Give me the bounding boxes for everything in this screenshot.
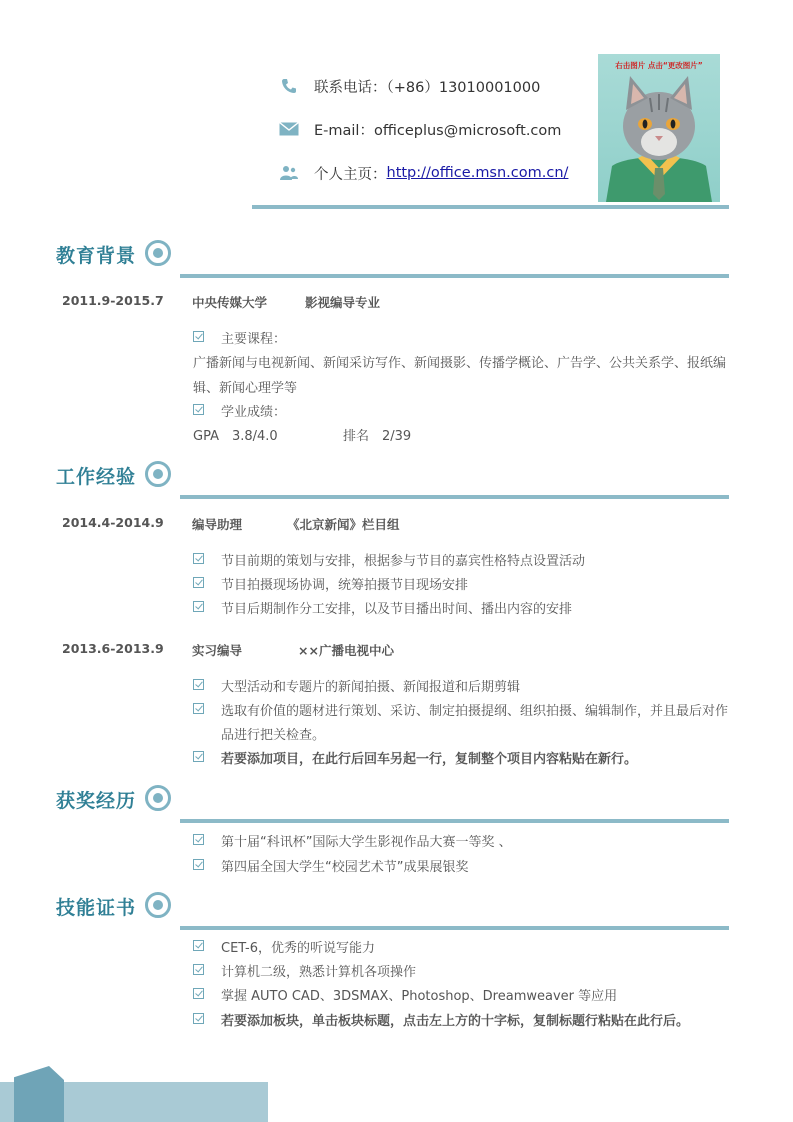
courses-label: 主要课程： — [221, 332, 287, 347]
skill-item: 掌握 AUTO CAD、3DSMAX、Photoshop、Dreamweaver 等应用 — [221, 989, 618, 1004]
checkbox-icon — [193, 703, 204, 714]
education-major: 影视编导专业 — [305, 295, 381, 310]
work-1-item: 节目后期制作分工安排，以及节目播出时间、播出内容的安排 — [221, 602, 573, 617]
profile-photo[interactable] — [598, 54, 720, 202]
email-row — [278, 117, 561, 141]
checkbox-icon — [193, 553, 204, 564]
header-divider — [252, 205, 729, 209]
section-circle-icon — [145, 461, 171, 487]
checkbox-icon — [193, 834, 204, 845]
work-2-item: 大型活动和专题片的新闻拍摄、新闻报道和后期剪辑 — [221, 680, 521, 695]
section-circle-icon — [145, 240, 171, 266]
checkbox-icon — [193, 1013, 204, 1024]
section-divider — [180, 926, 729, 930]
section-circle-icon — [145, 892, 171, 918]
work-2-position: 实习编导 — [192, 643, 243, 658]
checkbox-icon — [193, 964, 204, 975]
section-circle-icon — [145, 785, 171, 811]
award-item: 第四届全国大学生“校园艺术节”成果展银奖 — [221, 860, 469, 875]
work-1-item: 节目拍摄现场协调，统筹拍摄节目现场安排 — [221, 578, 469, 593]
gpa-text: GPA 3.8/4.0 — [193, 429, 278, 444]
work-2-item-continued: 品进行把关检查。 — [221, 728, 326, 743]
section-title-skills: 技能证书 — [56, 897, 137, 919]
cat-portrait-icon — [598, 54, 720, 202]
checkbox-icon — [193, 577, 204, 588]
work-1-org: 《北京新闻》栏目组 — [287, 517, 400, 532]
homepage-label: 个人主页： — [314, 166, 387, 183]
grades-label: 学业成绩： — [221, 405, 287, 420]
section-divider — [180, 495, 729, 499]
skill-item: 计算机二级，熟悉计算机各项操作 — [221, 965, 417, 980]
people-icon — [278, 164, 300, 182]
mail-icon — [278, 120, 300, 138]
education-date: 2011.9-2015.7 — [62, 293, 164, 308]
skill-item-hint: 若要添加板块，单击板块标题，点击左上方的十字标，复制标题行粘贴在此行后。 — [221, 1014, 690, 1029]
work-1-item: 节目前期的策划与安排，根据参与节目的嘉宾性格特点设置活动 — [221, 554, 586, 569]
award-item: 第十届“科讯杯”国际大学生影视作品大赛一等奖 、 — [221, 835, 512, 850]
phone-icon — [278, 77, 300, 95]
skill-item: CET-6，优秀的听说写能力 — [221, 941, 376, 956]
education-school: 中央传媒大学 — [192, 295, 268, 310]
work-2-item: 选取有价值的题材进行策划、采访、制定拍摄提纲、组织拍摄、编辑制作，并且最后对作 — [221, 704, 729, 719]
work-2-org: ××广播电视中心 — [298, 643, 394, 658]
checkbox-icon — [193, 679, 204, 690]
section-divider — [180, 274, 729, 278]
checkbox-icon — [193, 601, 204, 612]
checkbox-icon — [193, 751, 204, 762]
work-1-date: 2014.4-2014.9 — [62, 515, 164, 530]
phone-text: 联系电话：（+86）13010001000 — [314, 79, 541, 96]
section-title-education: 教育背景 — [56, 245, 137, 267]
phone-row — [278, 74, 540, 98]
checkbox-icon — [193, 988, 204, 999]
section-divider — [180, 819, 729, 823]
homepage-row — [278, 161, 568, 185]
work-2-date: 2013.6-2013.9 — [62, 641, 164, 656]
work-2-item-hint: 若要添加项目，在此行后回车另起一行，复制整个项目内容粘贴在新行。 — [221, 752, 638, 767]
homepage-link[interactable]: http://office.msn.com.cn/ — [386, 165, 569, 181]
courses-line-2: 辑、新闻心理学等 — [193, 381, 298, 396]
section-title-awards: 获奖经历 — [56, 790, 137, 812]
courses-line-1: 广播新闻与电视新闻、新闻采访写作、新闻摄影、传播学概论、广告学、公共关系学、报纸编 — [193, 356, 727, 371]
checkbox-icon — [193, 404, 204, 415]
work-1-position: 编导助理 — [192, 517, 243, 532]
checkbox-icon — [193, 940, 204, 951]
checkbox-icon — [193, 859, 204, 870]
photo-caption: 右击图片 点击“更改图片” — [615, 61, 703, 70]
email-text: E-mail：officeplus@microsoft.com — [314, 122, 562, 139]
rank-text: 排名 2/39 — [343, 429, 412, 444]
section-title-work: 工作经验 — [56, 466, 137, 488]
footer-decoration-block — [14, 1066, 64, 1122]
checkbox-icon — [193, 331, 204, 342]
